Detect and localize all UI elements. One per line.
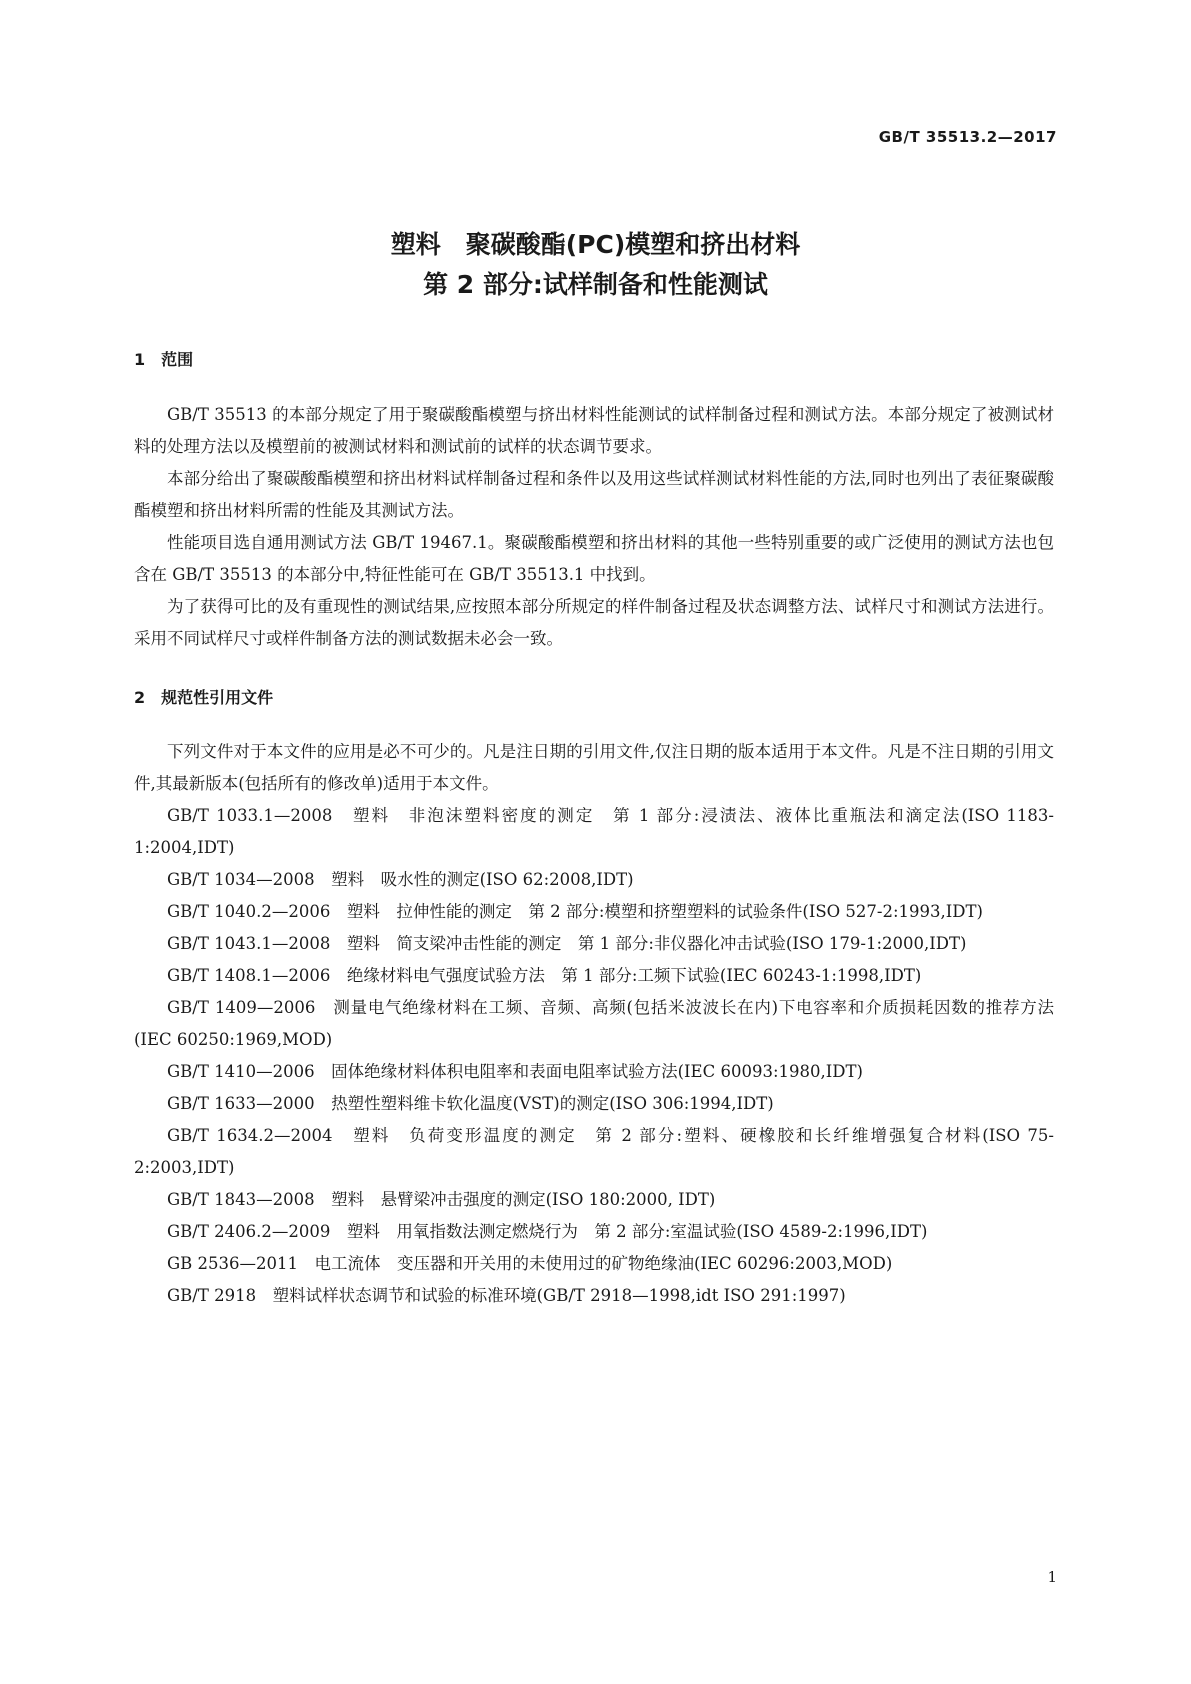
title-line-2: 第 2 部分:试样制备和性能测试 [423, 270, 768, 299]
section-1-paragraph: 为了获得可比的及有重现性的测试结果,应按照本部分所规定的样件制备过程及状态调整方法、试样尺寸和测试方法进行。采用不同试样尺寸或样件制备方法的测试数据未必会一致。 [134, 597, 1054, 648]
page-number: 1 [1047, 1568, 1057, 1586]
reference-item: GB/T 1034—2008 塑料 吸水性的测定(ISO 62:2008,IDT) [167, 870, 634, 889]
section-1-paragraph: 性能项目选自通用测试方法 GB/T 19467.1。聚碳酸酯模塑和挤出材料的其他一些特别重要的或广泛使用的测试方法也包含在 GB/T 35513 的本部分中,特征性能可在 GB/T 35513.1 中找到。 [134, 533, 1054, 584]
reference-item: GB/T 1040.2—2006 塑料 拉伸性能的测定 第 2 部分:模塑和挤塑塑料的试验条件(ISO 527-2:1993,IDT) [167, 902, 983, 921]
reference-item: GB/T 1409—2006 测量电气绝缘材料在工频、音频、高频(包括米波波长在内)下电容率和介质损耗因数的推荐方法(IEC 60250:1969,MOD) [134, 998, 1054, 1049]
reference-item: GB/T 2406.2—2009 塑料 用氧指数法测定燃烧行为 第 2 部分:室温试验(ISO 4589-2:1996,IDT) [167, 1222, 928, 1241]
reference-item: GB/T 1408.1—2006 绝缘材料电气强度试验方法 第 1 部分:工频下试验(IEC 60243-1:1998,IDT) [167, 966, 922, 985]
title-line-1: 塑料 聚碳酸酯(PC)模塑和挤出材料 [390, 230, 801, 259]
reference-item: GB/T 1043.1—2008 塑料 简支梁冲击性能的测定 第 1 部分:非仪器化冲击试验(ISO 179-1:2000,IDT) [167, 934, 967, 953]
section-2-heading: 2 规范性引用文件 [134, 688, 274, 707]
section-1-body [134, 399, 1054, 655]
reference-item: GB/T 1633—2000 热塑性塑料维卡软化温度(VST)的测定(ISO 306:1994,IDT) [167, 1094, 774, 1113]
section-1-paragraph: GB/T 35513 的本部分规定了用于聚碳酸酯模塑与挤出材料性能测试的试样制备过程和测试方法。本部分规定了被测试材料的处理方法以及模塑前的被测试材料和测试前的试样的状态调节要求。 [134, 405, 1054, 456]
reference-item: GB/T 1634.2—2004 塑料 负荷变形温度的测定 第 2 部分:塑料、硬橡胶和长纤维增强复合材料(ISO 75-2:2003,IDT) [134, 1126, 1054, 1177]
section-1-paragraph: 本部分给出了聚碳酸酯模塑和挤出材料试样制备过程和条件以及用这些试样测试材料性能的方法,同时也列出了表征聚碳酸酯模塑和挤出材料所需的性能及其测试方法。 [134, 469, 1054, 520]
reference-item: GB 2536—2011 电工流体 变压器和开关用的未使用过的矿物绝缘油(IEC 60296:2003,MOD) [167, 1254, 893, 1273]
section-1-heading: 1 范围 [134, 350, 194, 369]
reference-item: GB/T 1410—2006 固体绝缘材料体积电阻率和表面电阻率试验方法(IEC 60093:1980,IDT) [167, 1062, 863, 1081]
reference-item: GB/T 1033.1—2008 塑料 非泡沫塑料密度的测定 第 1 部分:浸渍法、液体比重瓶法和滴定法(ISO 1183-1:2004,IDT) [134, 806, 1054, 857]
standard-code: GB/T 35513.2—2017 [878, 128, 1057, 146]
document-title [0, 225, 1191, 305]
section-2-body [134, 736, 1054, 1312]
reference-item: GB/T 2918 塑料试样状态调节和试验的标准环境(GB/T 2918—1998,idt ISO 291:1997) [167, 1286, 846, 1305]
section-2-intro: 下列文件对于本文件的应用是必不可少的。凡是注日期的引用文件,仅注日期的版本适用于本文件。凡是不注日期的引用文件,其最新版本(包括所有的修改单)适用于本文件。 [134, 742, 1054, 793]
reference-item: GB/T 1843—2008 塑料 悬臂梁冲击强度的测定(ISO 180:2000, IDT) [167, 1190, 716, 1209]
